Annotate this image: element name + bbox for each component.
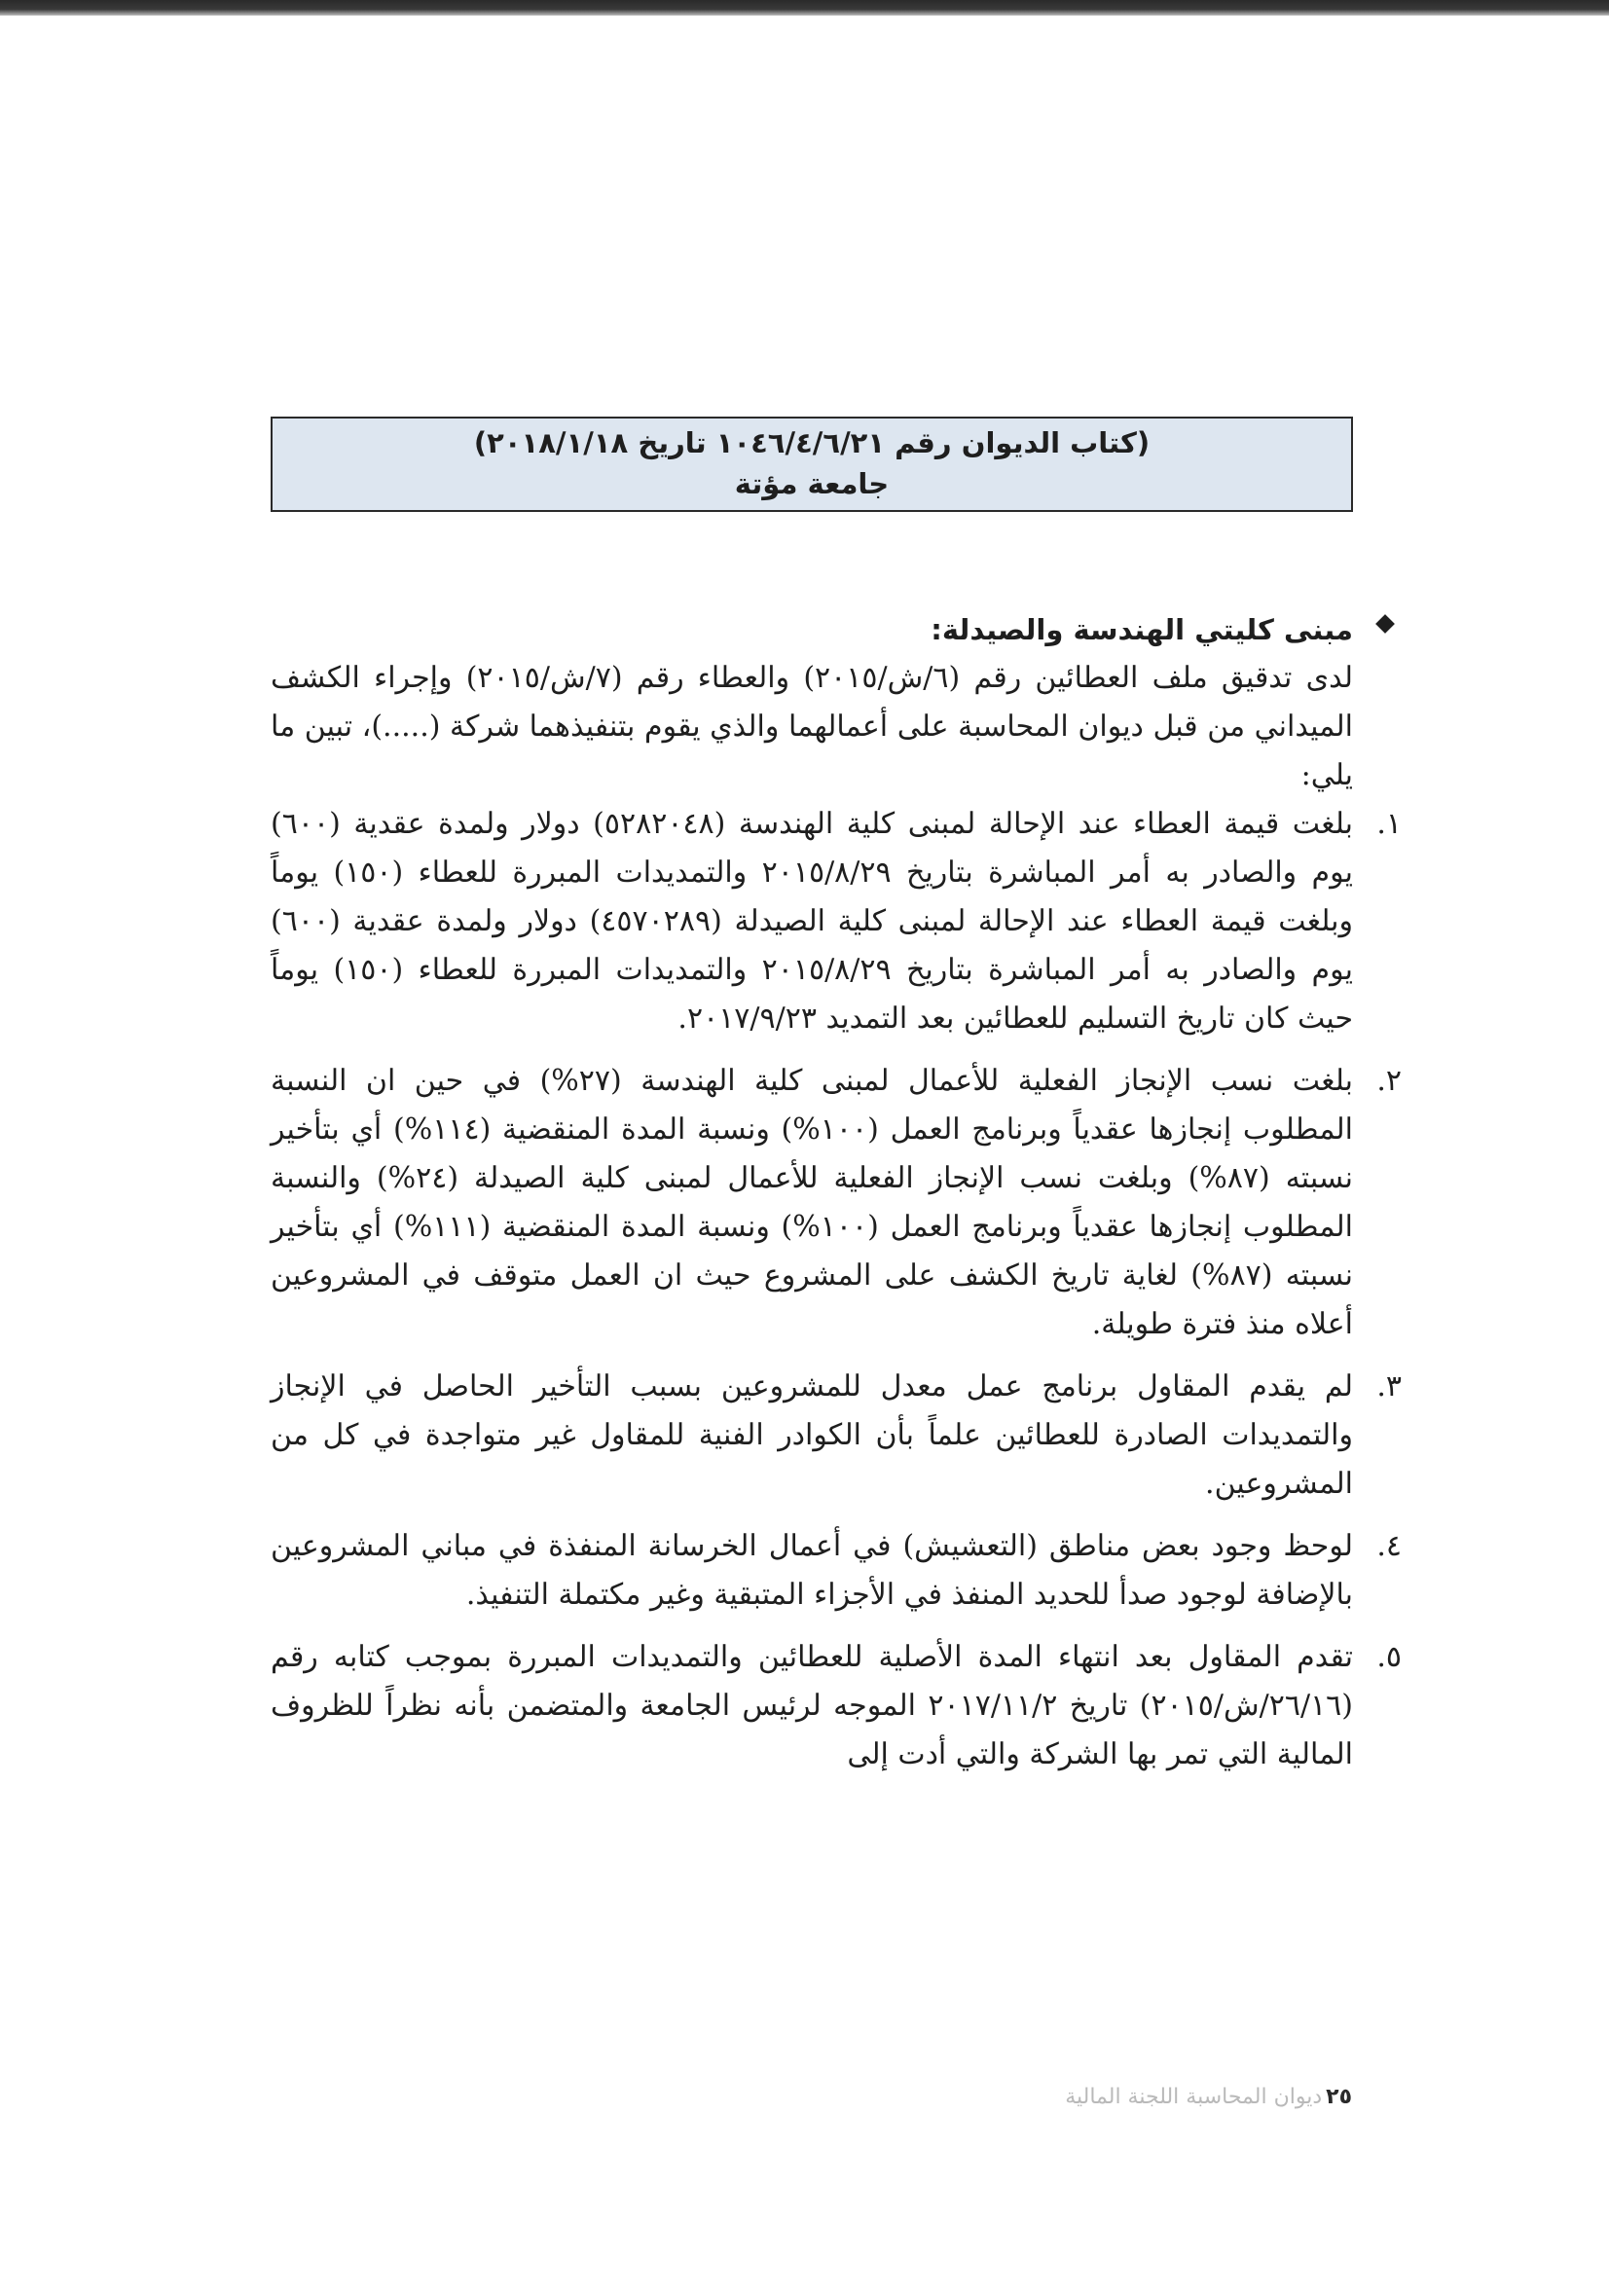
document-header-box — [271, 417, 1353, 512]
list-item — [271, 1633, 1402, 1779]
page-footer — [1065, 2085, 1352, 2109]
section-title: مبنى كليتي الهندسة والصيدلة: — [931, 613, 1353, 646]
list-item-number: ٤. — [1376, 1529, 1402, 1563]
section-intro-paragraph: لدى تدقيق ملف العطائين رقم (٦/ش/٢٠١٥) والعطاء رقم (٧/ش/٢٠١٥) وإجراء الكشف الميداني من قبل ديوان المحاسبة على أعمالهما والذي يقوم بتنفيذهما شركة (.....)، تبين ما يلي: — [271, 661, 1353, 792]
document-body — [271, 605, 1402, 1793]
header-reference-line: (كتاب الديوان رقم ١٠٤٦/٤/٦/٢١ تاريخ ٢٠١٨/١/١٨) — [473, 426, 1151, 459]
list-item — [271, 800, 1402, 1043]
list-item-number: ٣. — [1376, 1369, 1402, 1403]
list-item — [271, 1057, 1402, 1349]
list-item-text: بلغت قيمة العطاء عند الإحالة لمبنى كلية الهندسة (٥٢٨٢٠٤٨) دولار ولمدة عقدية (٦٠٠) يوم والصادر به أمر المباشرة بتاريخ ٢٠١٥/٨/٢٩ والتمديدات المبررة للعطاء (١٥٠) يوماً وبلغت قيمة العطاء عند الإحالة لمبنى كلية الصيدلة (٤٥٧٠٢٨٩) دولار ولمدة عقدية (٦٠٠) يوم والصادر به أمر المباشرة بتاريخ ٢٠١٥/٨/٢٩ والتمديدات المبررة للعطاء (١٥٠) يوماً حيث كان تاريخ التسليم للعطائين بعد التمديد ٢٠١٧/٩/٢٣. — [271, 807, 1353, 1036]
scan-top-edge — [0, 0, 1609, 16]
diamond-bullet-icon — [1375, 614, 1395, 634]
findings-list — [271, 800, 1402, 1779]
list-item-text: لوحظ وجود بعض مناطق (التعشيش) في أعمال الخرسانة المنفذة في مباني المشروعين بالإضافة لوجود صدأ للحديد المنفذ في الأجزاء المتبقية وغير مكتملة التنفيذ. — [271, 1529, 1353, 1612]
page-number: ٢٥ — [1326, 2085, 1352, 2109]
list-item-text: تقدم المقاول بعد انتهاء المدة الأصلية للعطائين والتمديدات المبررة بموجب كتابه رقم (٢٦/١٦/ش/٢٠١٥) تاريخ ٢٠١٧/١١/٢ الموجه لرئيس الجامعة والمتضمن بأنه نظراً للظروف المالية التي تمر بها الشركة والتي أدت إلى — [271, 1640, 1354, 1771]
header-university-name: جامعة مؤتة — [734, 467, 890, 500]
list-item-text: بلغت نسب الإنجاز الفعلية للأعمال لمبنى كلية الهندسة (٢٧%) في حين ان النسبة المطلوب إنجازها عقدياً وبرنامج العمل (١٠٠%) ونسبة المدة المنقضية (١١٤%) أي بتأخير نسبته (٨٧%) وبلغت نسب الإنجاز الفعلية للأعمال لمبنى كلية الصيدلة (٢٤%) والنسبة المطلوب إنجازها عقدياً وبرنامج العمل (١٠٠%) ونسبة المدة المنقضية (١١١%) أي بتأخير نسبته (٨٧%) لغاية تاريخ الكشف على المشروع حيث ان العمل متوقف في المشروعين أعلاه منذ فترة طويلة. — [271, 1064, 1354, 1341]
footer-text: ديوان المحاسبة اللجنة المالية — [1065, 2085, 1323, 2109]
list-item — [271, 1522, 1402, 1620]
list-item-number: ٥. — [1376, 1640, 1402, 1674]
list-item-number: ١. — [1376, 807, 1402, 841]
list-item — [271, 1363, 1402, 1509]
list-item-number: ٢. — [1376, 1064, 1402, 1098]
list-item-text: لم يقدم المقاول برنامج عمل معدل للمشروعين بسبب التأخير الحاصل في الإنجاز والتمديدات الصادرة للعطائين علماً بأن الكوادر الفنية للمقاول غير متواجدة في كل من المشروعين. — [271, 1369, 1353, 1501]
section-heading — [271, 605, 1353, 654]
